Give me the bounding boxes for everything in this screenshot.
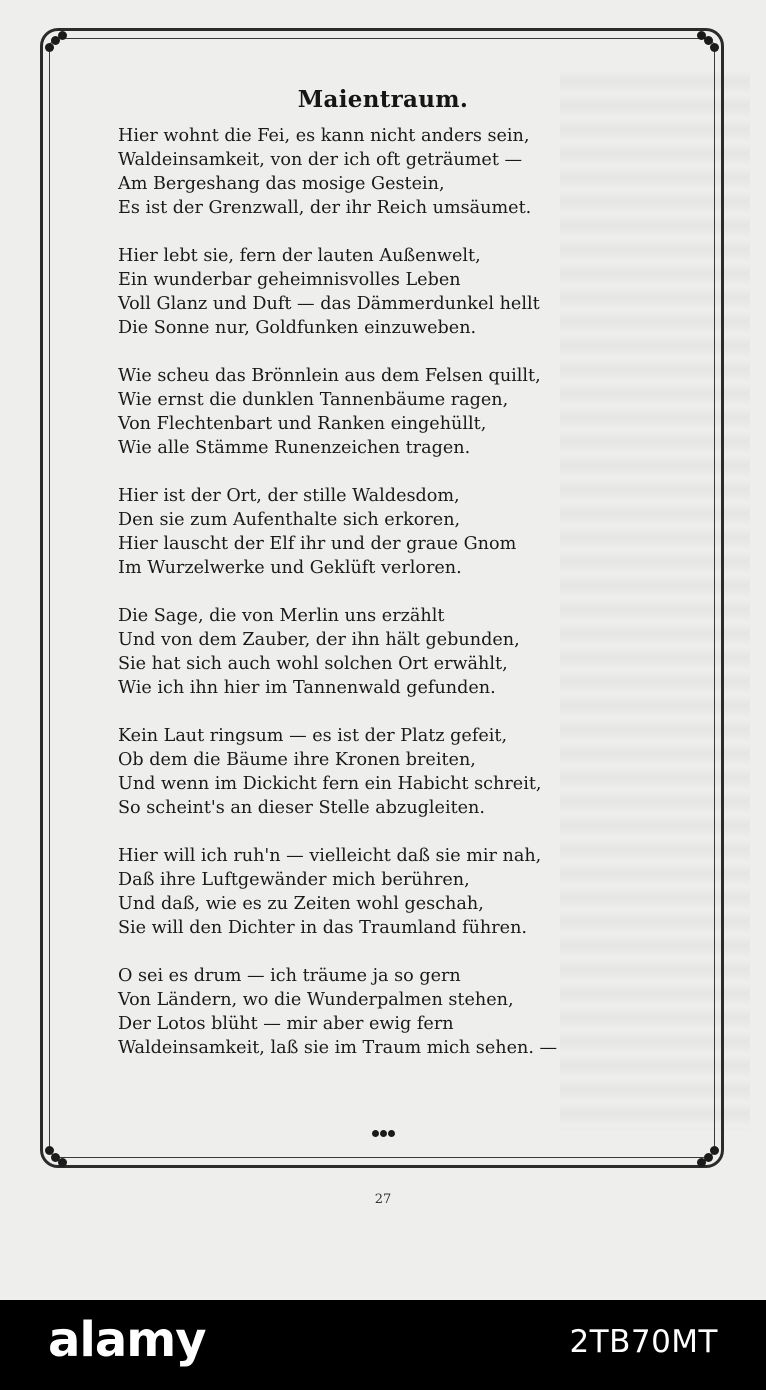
page-number: 27 (374, 1192, 392, 1207)
poem-line: Ein wunderbar geheimnisvolles Leben (118, 270, 461, 290)
stanza (118, 604, 678, 700)
poem-line: Wie scheu das Brönnlein aus dem Felsen quillt, (118, 366, 541, 386)
poem-title: Maientraum. (297, 86, 469, 113)
poem-line: Die Sonne nur, Goldfunken einzuweben. (118, 318, 477, 338)
watermark-banner (0, 1300, 766, 1390)
watermark-image-id: 2TB70MT (569, 1324, 718, 1360)
poem-line: Kein Laut ringsum — es ist der Platz gefeit, (118, 726, 508, 746)
poem-line: Ob dem die Bäume ihre Kronen breiten, (118, 750, 476, 770)
poem-line: O sei es drum — ich träume ja so gern (118, 966, 461, 986)
poem-body (118, 124, 678, 1084)
watermark-brand: alamy (48, 1312, 206, 1368)
poem-line: Hier will ich ruh'n — vielleicht daß sie mir nah, (118, 846, 542, 866)
poem-line: Der Lotos blüht — mir aber ewig fern (118, 1014, 454, 1034)
poem-line: Und daß, wie es zu Zeiten wohl geschah, (118, 894, 484, 914)
poem-line: Im Wurzelwerke und Geklüft verloren. (118, 558, 462, 578)
poem-line: Hier lauscht der Elf ihr und der graue Gnom (118, 534, 517, 554)
poem-line: Wie ernst die dunklen Tannenbäume ragen, (118, 390, 509, 410)
poem-line: Und wenn im Dickicht fern ein Habicht schreit, (118, 774, 542, 794)
poem-line: Waldeinsamkeit, von der ich oft geträumet — (118, 150, 523, 170)
poem-line: Die Sage, die von Merlin uns erzählt (118, 606, 445, 626)
poem-line: Und von dem Zauber, der ihn hält gebunden, (118, 630, 520, 650)
poem-line: Es ist der Grenzwall, der ihr Reich umsäumet. (118, 198, 532, 218)
poem-line: Wie alle Stämme Runenzeichen tragen. (118, 438, 471, 458)
poem-line: Hier wohnt die Fei, es kann nicht anders sein, (118, 126, 530, 146)
stanza (118, 484, 678, 580)
poem-line: Waldeinsamkeit, laß sie im Traum mich sehen. — (118, 1038, 558, 1058)
poem-line: Daß ihre Luftgewänder mich berühren, (118, 870, 470, 890)
poem-line: Hier ist der Ort, der stille Waldesdom, (118, 486, 460, 506)
poem-line: Von Ländern, wo die Wunderpalmen stehen, (118, 990, 514, 1010)
stanza (118, 964, 678, 1060)
poem-line: Am Bergeshang das mosige Gestein, (118, 174, 445, 194)
stanza (118, 244, 678, 340)
poem-line: Von Flechtenbart und Ranken eingehüllt, (118, 414, 487, 434)
poem-line: Wie ich ihn hier im Tannenwald gefunden. (118, 678, 496, 698)
poem-line: Sie hat sich auch wohl solchen Ort erwählt, (118, 654, 508, 674)
stanza (118, 124, 678, 220)
corner-ornament-top-left (41, 30, 75, 64)
end-ornament (0, 1126, 766, 1140)
poem-line: Hier lebt sie, fern der lauten Außenwelt, (118, 246, 481, 266)
corner-ornament-top-right (690, 30, 724, 64)
stanza (118, 364, 678, 460)
stanza (118, 724, 678, 820)
poem-line: Voll Glanz und Duft — das Dämmerdunkel hellt (118, 294, 540, 314)
poem-line: Den sie zum Aufenthalte sich erkoren, (118, 510, 461, 530)
stanza (118, 844, 678, 940)
poem-line: So scheint's an dieser Stelle abzugleiten. (118, 798, 485, 818)
poem-line: Sie will den Dichter in das Traumland führen. (118, 918, 528, 938)
